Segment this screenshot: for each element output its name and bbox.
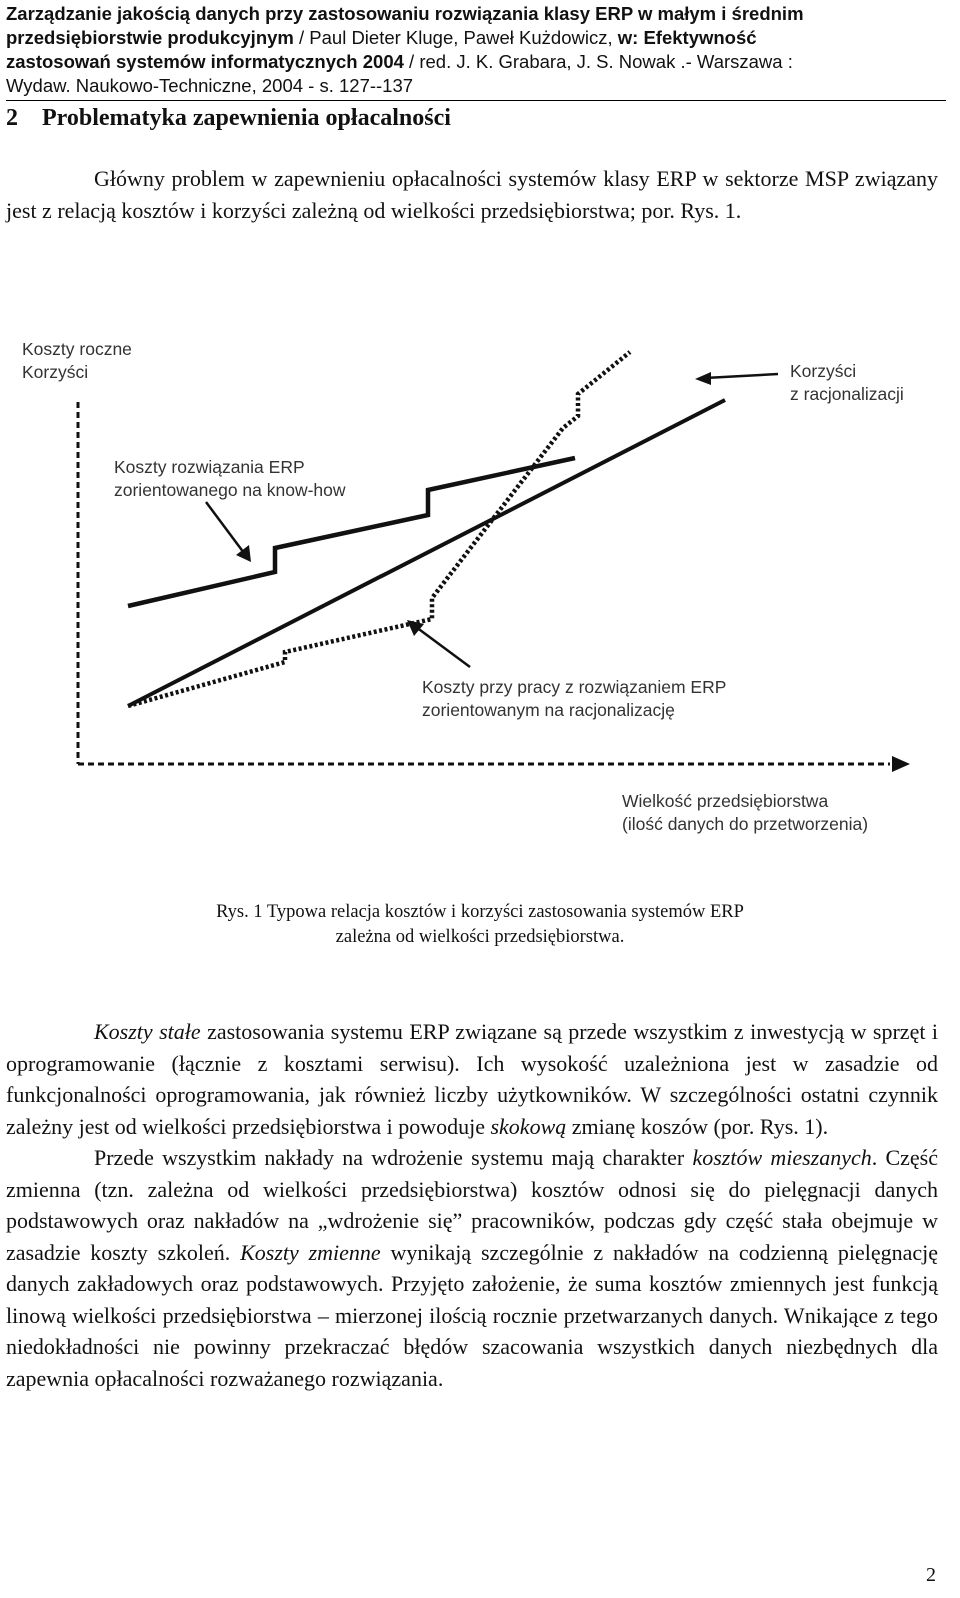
rational-cost-line <box>128 352 630 706</box>
rational-arrowhead <box>407 620 424 636</box>
benefits-label: Korzyści z racjonalizacji <box>790 361 904 404</box>
citation-in: w: Efektywność <box>617 27 757 48</box>
section-heading <box>6 103 451 133</box>
intro-paragraph <box>6 163 938 226</box>
citation-title-part: przedsiębiorstwie produkcyjnym <box>6 27 294 48</box>
intro-text: Główny problem w zapewnieniu opłacalności systemów klasy ERP w sektorze MSP związany jest z relacją kosztów i korzyści zależną od wielkości przedsiębiorstwa; por. Rys. 1. <box>6 166 938 223</box>
citation-editors: / red. J. K. Grabara, J. S. Nowak .- Warszawa : <box>403 51 793 72</box>
citation-line-1: Zarządzanie jakością danych przy zastosowaniu rozwiązania klasy ERP w małym i średnim <box>6 3 804 24</box>
section-number: 2 <box>6 105 18 131</box>
benefits-arrowhead <box>695 372 711 385</box>
benefits-line <box>128 400 725 706</box>
y-axis-label: Koszty roczne Korzyści <box>22 339 132 382</box>
x-axis-arrowhead <box>892 756 910 772</box>
paragraph-mixed-costs: Przede wszystkim nakłady na wdrożenie systemu mają charakter kosztów mieszanych. Część zmienna (tzn. zależna od wielkości przedsiębiorstwa) kosztów odnosi się do pielęgnacji danych podstawowych oraz nakładów na „wdrożenie się” pracowników, podczas gdy część stała obejmuje w zasadzie koszty szkoleń. Koszty zmienne wynikają szczególnie z nakładów na codzienną pielęgnację danych zakładowych oraz podstawowych. Przyjęto założenie, że suma kosztów zmiennych jest funkcją linową wielkości przedsiębiorstwa – mierzonej ilością rocznie przetwarzanych danych. Wnikające z tego niedokładności nie powinny przekraczać błędów szacowania wszystkich danych niezbędnych dla zapewnia opłacalności rozważanego rozwiązania. <box>6 1145 939 1391</box>
citation-book-title: zastosowań systemów informatycznych 2004 <box>6 51 404 72</box>
figure-1 <box>0 330 960 890</box>
knowhow-arrowhead <box>236 545 251 562</box>
citation-publisher: Wydaw. Naukowo-Techniczne, 2004 - s. 127--137 <box>6 75 414 96</box>
citation-header <box>6 2 946 101</box>
section-title: Problematyka zapewnienia opłacalności <box>42 105 451 131</box>
knowhow-cost-label: Koszty rozwiązania ERP zorientowanego na know-how <box>114 457 346 500</box>
x-axis-label: Wielkość przedsiębiorstwa (ilość danych do przetworzenia) <box>622 791 869 834</box>
knowhow-pointer <box>206 502 244 553</box>
benefits-pointer <box>705 374 778 378</box>
paragraph-fixed-costs: Koszty stałe zastosowania systemu ERP związane są przede wszystkim z inwestycją w sprzęt i oprogramowanie (łącznie z kosztami serwisu). Ich wysokość uzależniona jest w zasadzie od funkcjonalności oprogramowania, jak również liczby użytkowników. W szczególności ostatni czynnik zależny jest od wielkości przedsiębiorstwa i powoduje skokową zmianę koszów (por. Rys. 1). <box>6 1019 938 1139</box>
page-number: 2 <box>926 1564 936 1586</box>
rational-pointer <box>416 627 470 667</box>
body-text <box>6 1016 938 1394</box>
citation-authors: / Paul Dieter Kluge, Paweł Kużdowicz, <box>293 27 618 48</box>
figure-caption: Rys. 1 Typowa relacja kosztów i korzyści zastosowania systemów ERP zależna od wielkości przedsiębiorstwa. <box>216 902 744 947</box>
rational-cost-label: Koszty przy pracy z rozwiązaniem ERP zorientowanym na racjonalizację <box>422 677 727 720</box>
